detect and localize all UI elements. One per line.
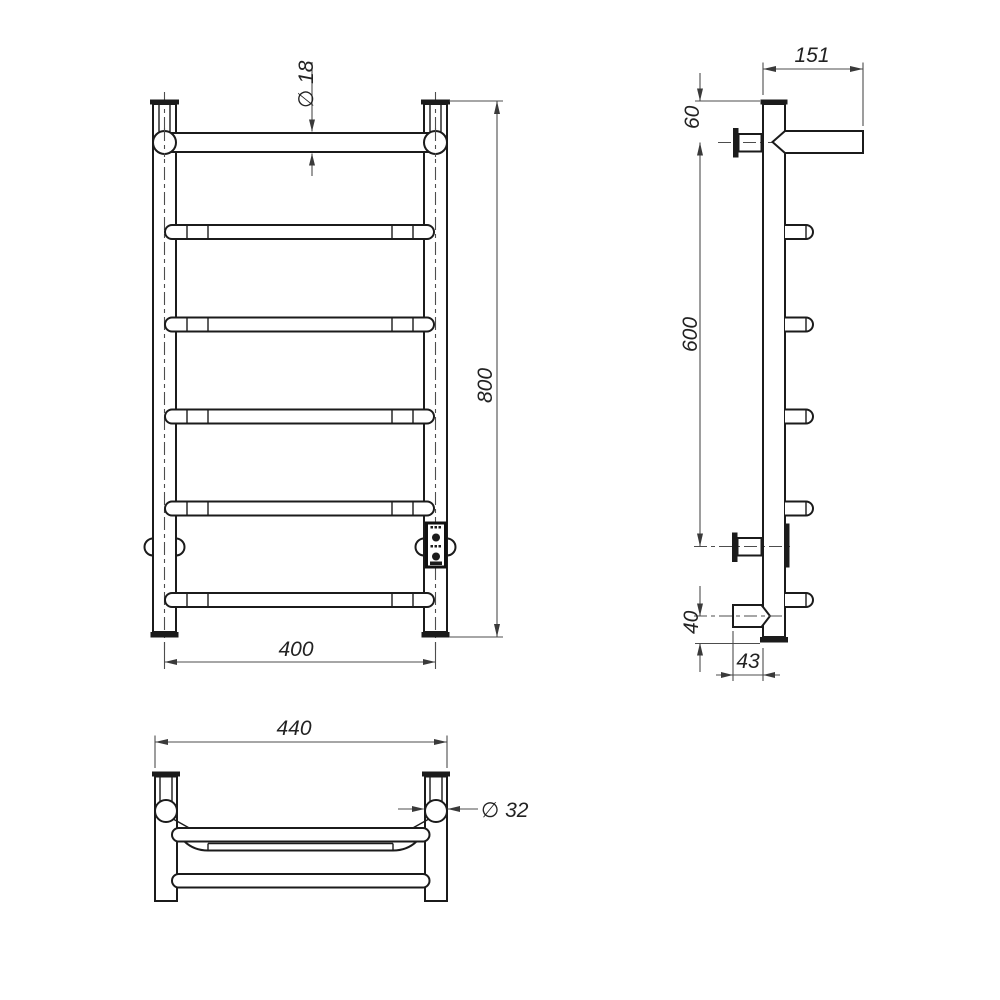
rung-4 — [165, 502, 434, 516]
mount-bump — [447, 539, 456, 556]
arrowhead — [763, 672, 775, 678]
vent-dot — [435, 526, 438, 529]
left-post-cap — [150, 100, 179, 105]
dim-tube-diameter — [295, 60, 318, 176]
plan-left-cap — [152, 772, 180, 777]
vent-dot — [431, 526, 434, 529]
dim-axis-width — [165, 638, 436, 669]
mount-bump — [416, 539, 425, 556]
dim-label-overall-width: 440 — [276, 717, 312, 740]
side-rung-4 — [785, 502, 813, 516]
arrowhead — [697, 89, 703, 102]
arrowhead — [697, 143, 703, 156]
rung-5 — [165, 593, 434, 607]
dim-label-bottom-offset: 40 — [680, 610, 703, 634]
arrowhead — [721, 672, 733, 678]
dim-label-wall-clearance: 43 — [736, 650, 760, 673]
vent-dot — [439, 545, 442, 548]
plan-crossbar-rear — [172, 874, 430, 888]
arrowhead — [434, 739, 447, 745]
control-knob-bottom — [432, 553, 440, 561]
control-unit — [427, 523, 446, 567]
dim-arm-depth — [763, 44, 863, 126]
side-post-foot — [760, 637, 788, 643]
vent-dot — [439, 526, 442, 529]
dim-label-top-offset: 60 — [681, 105, 704, 129]
dim-mount-span — [679, 143, 703, 547]
top-crossbar — [165, 133, 436, 152]
arrowhead — [165, 659, 178, 665]
right-post-foot — [422, 632, 450, 638]
arrowhead — [494, 624, 500, 637]
arrowhead — [155, 739, 168, 745]
arrowhead — [309, 120, 315, 132]
dim-post-diameter — [398, 799, 529, 822]
arrowhead — [412, 806, 425, 812]
side-rung-5 — [785, 593, 813, 607]
rung-1 — [165, 225, 434, 239]
side-post — [763, 104, 785, 637]
control-unit-side — [785, 524, 790, 568]
arrowhead — [309, 154, 315, 166]
dim-label-tube-diameter: ∅ 18 — [295, 60, 318, 108]
arrowhead — [697, 534, 703, 547]
right-post-cap — [421, 100, 450, 105]
front-view — [145, 60, 504, 669]
mount-bump — [176, 539, 185, 556]
dim-label-mount-span: 600 — [679, 316, 702, 352]
left-post-foot — [151, 632, 179, 638]
mount-bump — [145, 539, 154, 556]
dim-top-offset — [681, 73, 760, 129]
dim-label-overall-height: 800 — [474, 367, 497, 403]
side-post-cap — [761, 100, 788, 105]
side-view — [679, 44, 863, 681]
control-slot — [430, 562, 442, 566]
arrowhead — [697, 643, 703, 656]
side-rung-3 — [785, 410, 813, 424]
top-arm — [773, 131, 864, 153]
plan-left-joint-circle — [155, 800, 177, 822]
dim-overall-height — [449, 101, 503, 637]
dim-label-arm-depth: 151 — [794, 44, 830, 67]
side-rung-2 — [785, 318, 813, 332]
dim-label-axis-width: 400 — [278, 638, 314, 661]
rung-3 — [165, 410, 434, 424]
vent-dot — [435, 545, 438, 548]
bottom-wall-bracket — [732, 533, 762, 563]
arrowhead — [494, 101, 500, 114]
vent-dot — [431, 545, 434, 548]
plan-bowed-rung — [185, 842, 417, 851]
dim-label-post-diameter: ∅ 32 — [481, 799, 529, 822]
plan-right-cap — [422, 772, 450, 777]
plan-right-joint-circle — [425, 800, 447, 822]
side-rung-1 — [785, 225, 813, 239]
rung-2 — [165, 318, 434, 332]
plan-crossbar-front — [172, 828, 430, 842]
arrowhead — [850, 66, 863, 72]
dim-overall-width — [155, 717, 447, 768]
arrowhead — [448, 806, 461, 812]
control-knob-top — [432, 534, 440, 542]
arrowhead — [423, 659, 436, 665]
bottom-view — [152, 717, 529, 901]
arrowhead — [763, 66, 776, 72]
